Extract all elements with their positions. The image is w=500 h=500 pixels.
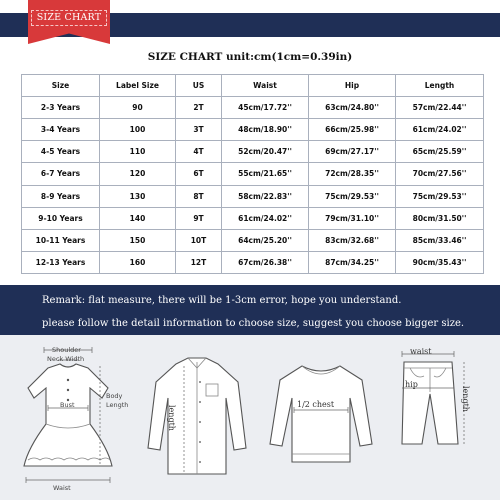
cell-label-size: 120 — [100, 163, 176, 185]
waist-label: Waist — [53, 484, 71, 492]
cell-size: 12-13 Years — [22, 251, 100, 273]
sweater-diagram — [262, 358, 380, 474]
cell-waist: 48cm/18.90'' — [222, 119, 309, 141]
cell-waist: 52cm/20.47'' — [222, 141, 309, 163]
cell-waist: 67cm/26.38'' — [222, 251, 309, 273]
cell-us: 6T — [176, 163, 222, 185]
table-row — [22, 119, 484, 141]
cell-hip: 79cm/31.10'' — [309, 207, 396, 229]
table-row — [22, 229, 484, 251]
cell-waist: 45cm/17.72'' — [222, 97, 309, 119]
cell-size: 4-5 Years — [22, 141, 100, 163]
cell-hip: 72cm/28.35'' — [309, 163, 396, 185]
cell-hip: 69cm/27.17'' — [309, 141, 396, 163]
cell-label-size: 100 — [100, 119, 176, 141]
neck-width-label: Neck Width — [47, 355, 85, 363]
header-waist: Waist — [222, 75, 309, 97]
cell-hip: 87cm/34.25'' — [309, 251, 396, 273]
cell-hip: 63cm/24.80'' — [309, 97, 396, 119]
cell-waist: 61cm/24.02'' — [222, 207, 309, 229]
header-length: Length — [396, 75, 484, 97]
header-us: US — [176, 75, 222, 97]
remark-advice-text: please follow the detail information to choose size, suggest you choose bigger size. — [42, 318, 465, 329]
half-chest-label: 1/2 chest — [297, 400, 335, 409]
cell-waist: 58cm/22.83'' — [222, 185, 309, 207]
cell-label-size: 150 — [100, 229, 176, 251]
cell-us: 12T — [176, 251, 222, 273]
cell-label-size: 130 — [100, 185, 176, 207]
pants-waist-label: waist — [410, 347, 432, 356]
cell-us: 4T — [176, 141, 222, 163]
cell-size: 9-10 Years — [22, 207, 100, 229]
cell-size: 3-4 Years — [22, 119, 100, 141]
body-label: Body — [106, 392, 123, 400]
table-row — [22, 163, 484, 185]
cell-us: 2T — [176, 97, 222, 119]
page-title: SIZE CHART unit:cm(1cm=0.39in) — [147, 51, 353, 63]
cell-waist: 55cm/21.65'' — [222, 163, 309, 185]
header-hip: Hip — [309, 75, 396, 97]
pants-hip-label: hip — [405, 380, 418, 389]
cell-hip: 83cm/32.68'' — [309, 229, 396, 251]
cell-length: 65cm/25.59'' — [396, 141, 484, 163]
cell-size: 6-7 Years — [22, 163, 100, 185]
cell-length: 85cm/33.46'' — [396, 229, 484, 251]
table-row — [22, 251, 484, 273]
shoulder-label: Shoulder — [52, 346, 81, 354]
shirt-diagram — [138, 352, 256, 484]
cell-us: 8T — [176, 185, 222, 207]
cell-label-size: 160 — [100, 251, 176, 273]
header-label-size: Label Size — [100, 75, 176, 97]
dress-diagram — [4, 340, 134, 495]
cell-length: 70cm/27.56'' — [396, 163, 484, 185]
table-row — [22, 141, 484, 163]
cell-us: 3T — [176, 119, 222, 141]
length-label: Length — [106, 401, 129, 409]
remark-text: Remark: flat measure, there will be 1-3cm error, hope you understand. — [42, 295, 402, 306]
shirt-length-label: length — [167, 405, 176, 431]
cell-size: 8-9 Years — [22, 185, 100, 207]
cell-hip: 66cm/25.98'' — [309, 119, 396, 141]
cell-waist: 64cm/25.20'' — [222, 229, 309, 251]
cell-length: 57cm/22.44'' — [396, 97, 484, 119]
cell-label-size: 90 — [100, 97, 176, 119]
cell-label-size: 110 — [100, 141, 176, 163]
bust-label: Bust — [60, 401, 75, 409]
cell-us: 9T — [176, 207, 222, 229]
cell-size: 2-3 Years — [22, 97, 100, 119]
cell-us: 10T — [176, 229, 222, 251]
top-banner-divider — [0, 37, 500, 40]
table-row — [22, 97, 484, 119]
table-header-row — [22, 75, 484, 97]
cell-length: 75cm/29.53'' — [396, 185, 484, 207]
header-size: Size — [22, 75, 100, 97]
cell-label-size: 140 — [100, 207, 176, 229]
size-table — [21, 74, 484, 274]
cell-length: 90cm/35.43'' — [396, 251, 484, 273]
cell-hip: 75cm/29.53'' — [309, 185, 396, 207]
pants-length-label: length — [461, 386, 470, 412]
table-row — [22, 185, 484, 207]
ribbon-label: SIZE CHART — [36, 12, 102, 23]
cell-length: 61cm/24.02'' — [396, 119, 484, 141]
cell-size: 10-11 Years — [22, 229, 100, 251]
table-row — [22, 207, 484, 229]
cell-length: 80cm/31.50'' — [396, 207, 484, 229]
